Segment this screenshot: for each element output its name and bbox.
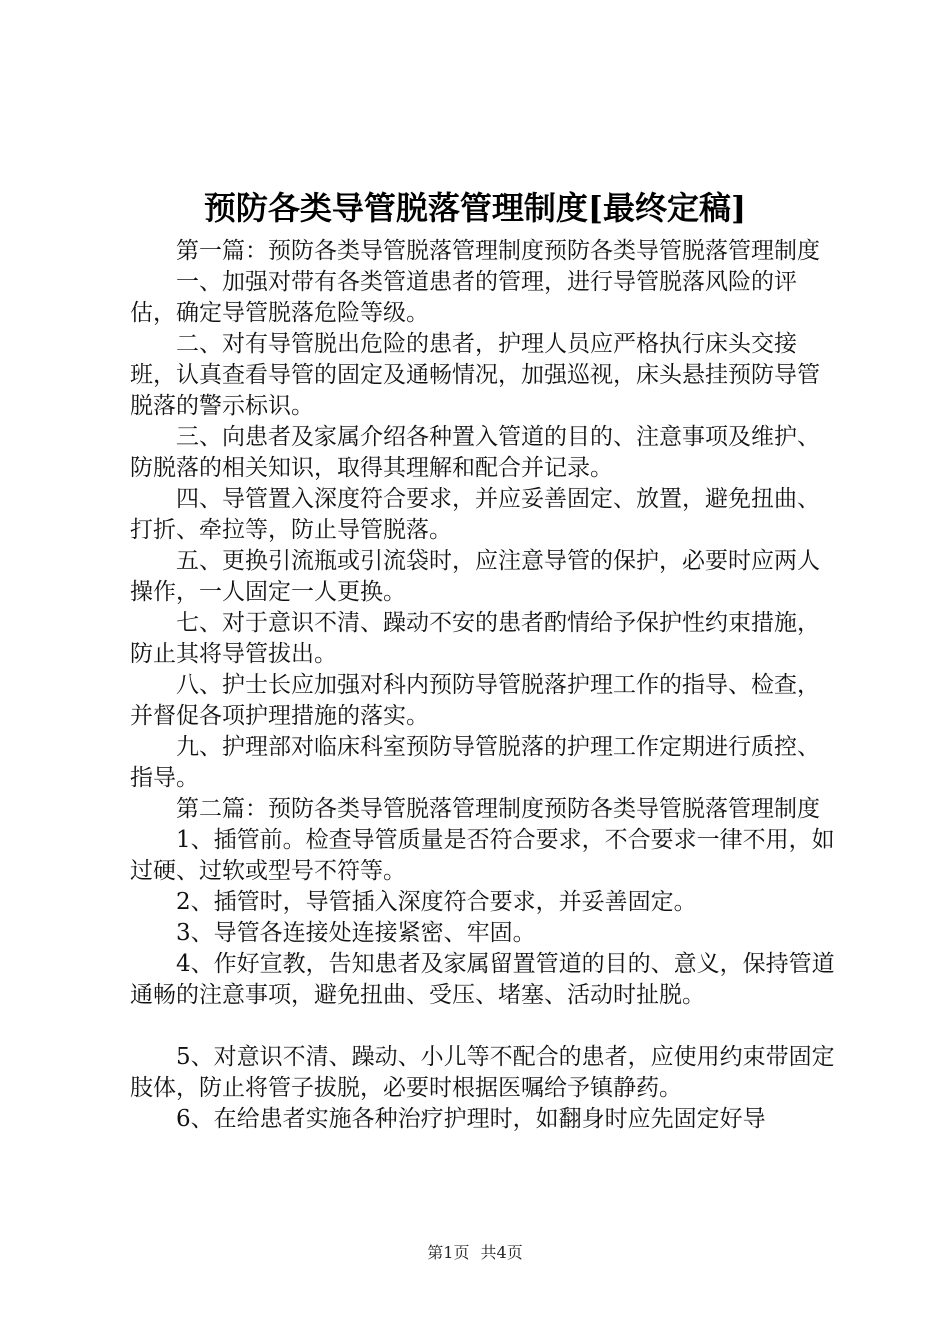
paragraph: 一、加强对带有各类管道患者的管理，进行导管脱落风险的评估，确定导管脱落危险等级。 [130, 269, 797, 326]
paragraph: 1、插管前。检查导管质量是否符合要求，不合要求一律不用，如过硬、过软或型号不符等。 [130, 827, 835, 884]
paragraph: 七、对于意识不清、躁动不安的患者酌情给予保护性约束措施，防止其将导管拔出。 [130, 610, 820, 667]
paragraph: 九、护理部对临床科室预防导管脱落的护理工作定期进行质控、指导。 [130, 734, 820, 791]
document-body [130, 236, 842, 1135]
document-title: 预防各类导管脱落管理制度[最终定稿] [203, 189, 747, 227]
paragraph: 二、对有导管脱出危险的患者，护理人员应严格执行床头交接班，认真查看导管的固定及通畅情况，加强巡视，床头悬挂预防导管脱落的警示标识。 [130, 331, 820, 419]
paragraph: 6、在给患者实施各种治疗护理时，如翻身时应先固定好导 [176, 1106, 766, 1132]
paragraph: 八、护士长应加强对科内预防导管脱落护理工作的指导、检查，并督促各项护理措施的落实。 [130, 672, 820, 729]
paragraph: 第一篇：预防各类导管脱落管理制度预防各类导管脱落管理制度 [176, 238, 820, 264]
paragraph: 三、向患者及家属介绍各种置入管道的目的、注意事项及维护、防脱落的相关知识，取得其理解和配合并记录。 [130, 424, 820, 481]
page-footer [0, 1240, 950, 1263]
paragraph: 4、作好宣教，告知患者及家属留置管道的目的、意义，保持管道通畅的注意事项，避免扭曲、受压、堵塞、活动时扯脱。 [130, 951, 835, 1008]
page-number: 第1页 [427, 1243, 470, 1262]
paragraph: 2、插管时，导管插入深度符合要求，并妥善固定。 [176, 889, 697, 915]
paragraph: 四、导管置入深度符合要求，并应妥善固定、放置，避免扭曲、打折、牵拉等，防止导管脱落。 [130, 486, 820, 543]
page-total: 共4页 [480, 1243, 523, 1262]
paragraph: 3、导管各连接处连接紧密、牢固。 [176, 920, 536, 946]
paragraph: 5、对意识不清、躁动、小儿等不配合的患者，应使用约束带固定肢体，防止将管子拔脱，必要时根据医嘱给予镇静药。 [130, 1044, 835, 1101]
paragraph: 第二篇：预防各类导管脱落管理制度预防各类导管脱落管理制度 [176, 796, 820, 822]
paragraph: 五、更换引流瓶或引流袋时，应注意导管的保护，必要时应两人操作，一人固定一人更换。 [130, 548, 820, 605]
